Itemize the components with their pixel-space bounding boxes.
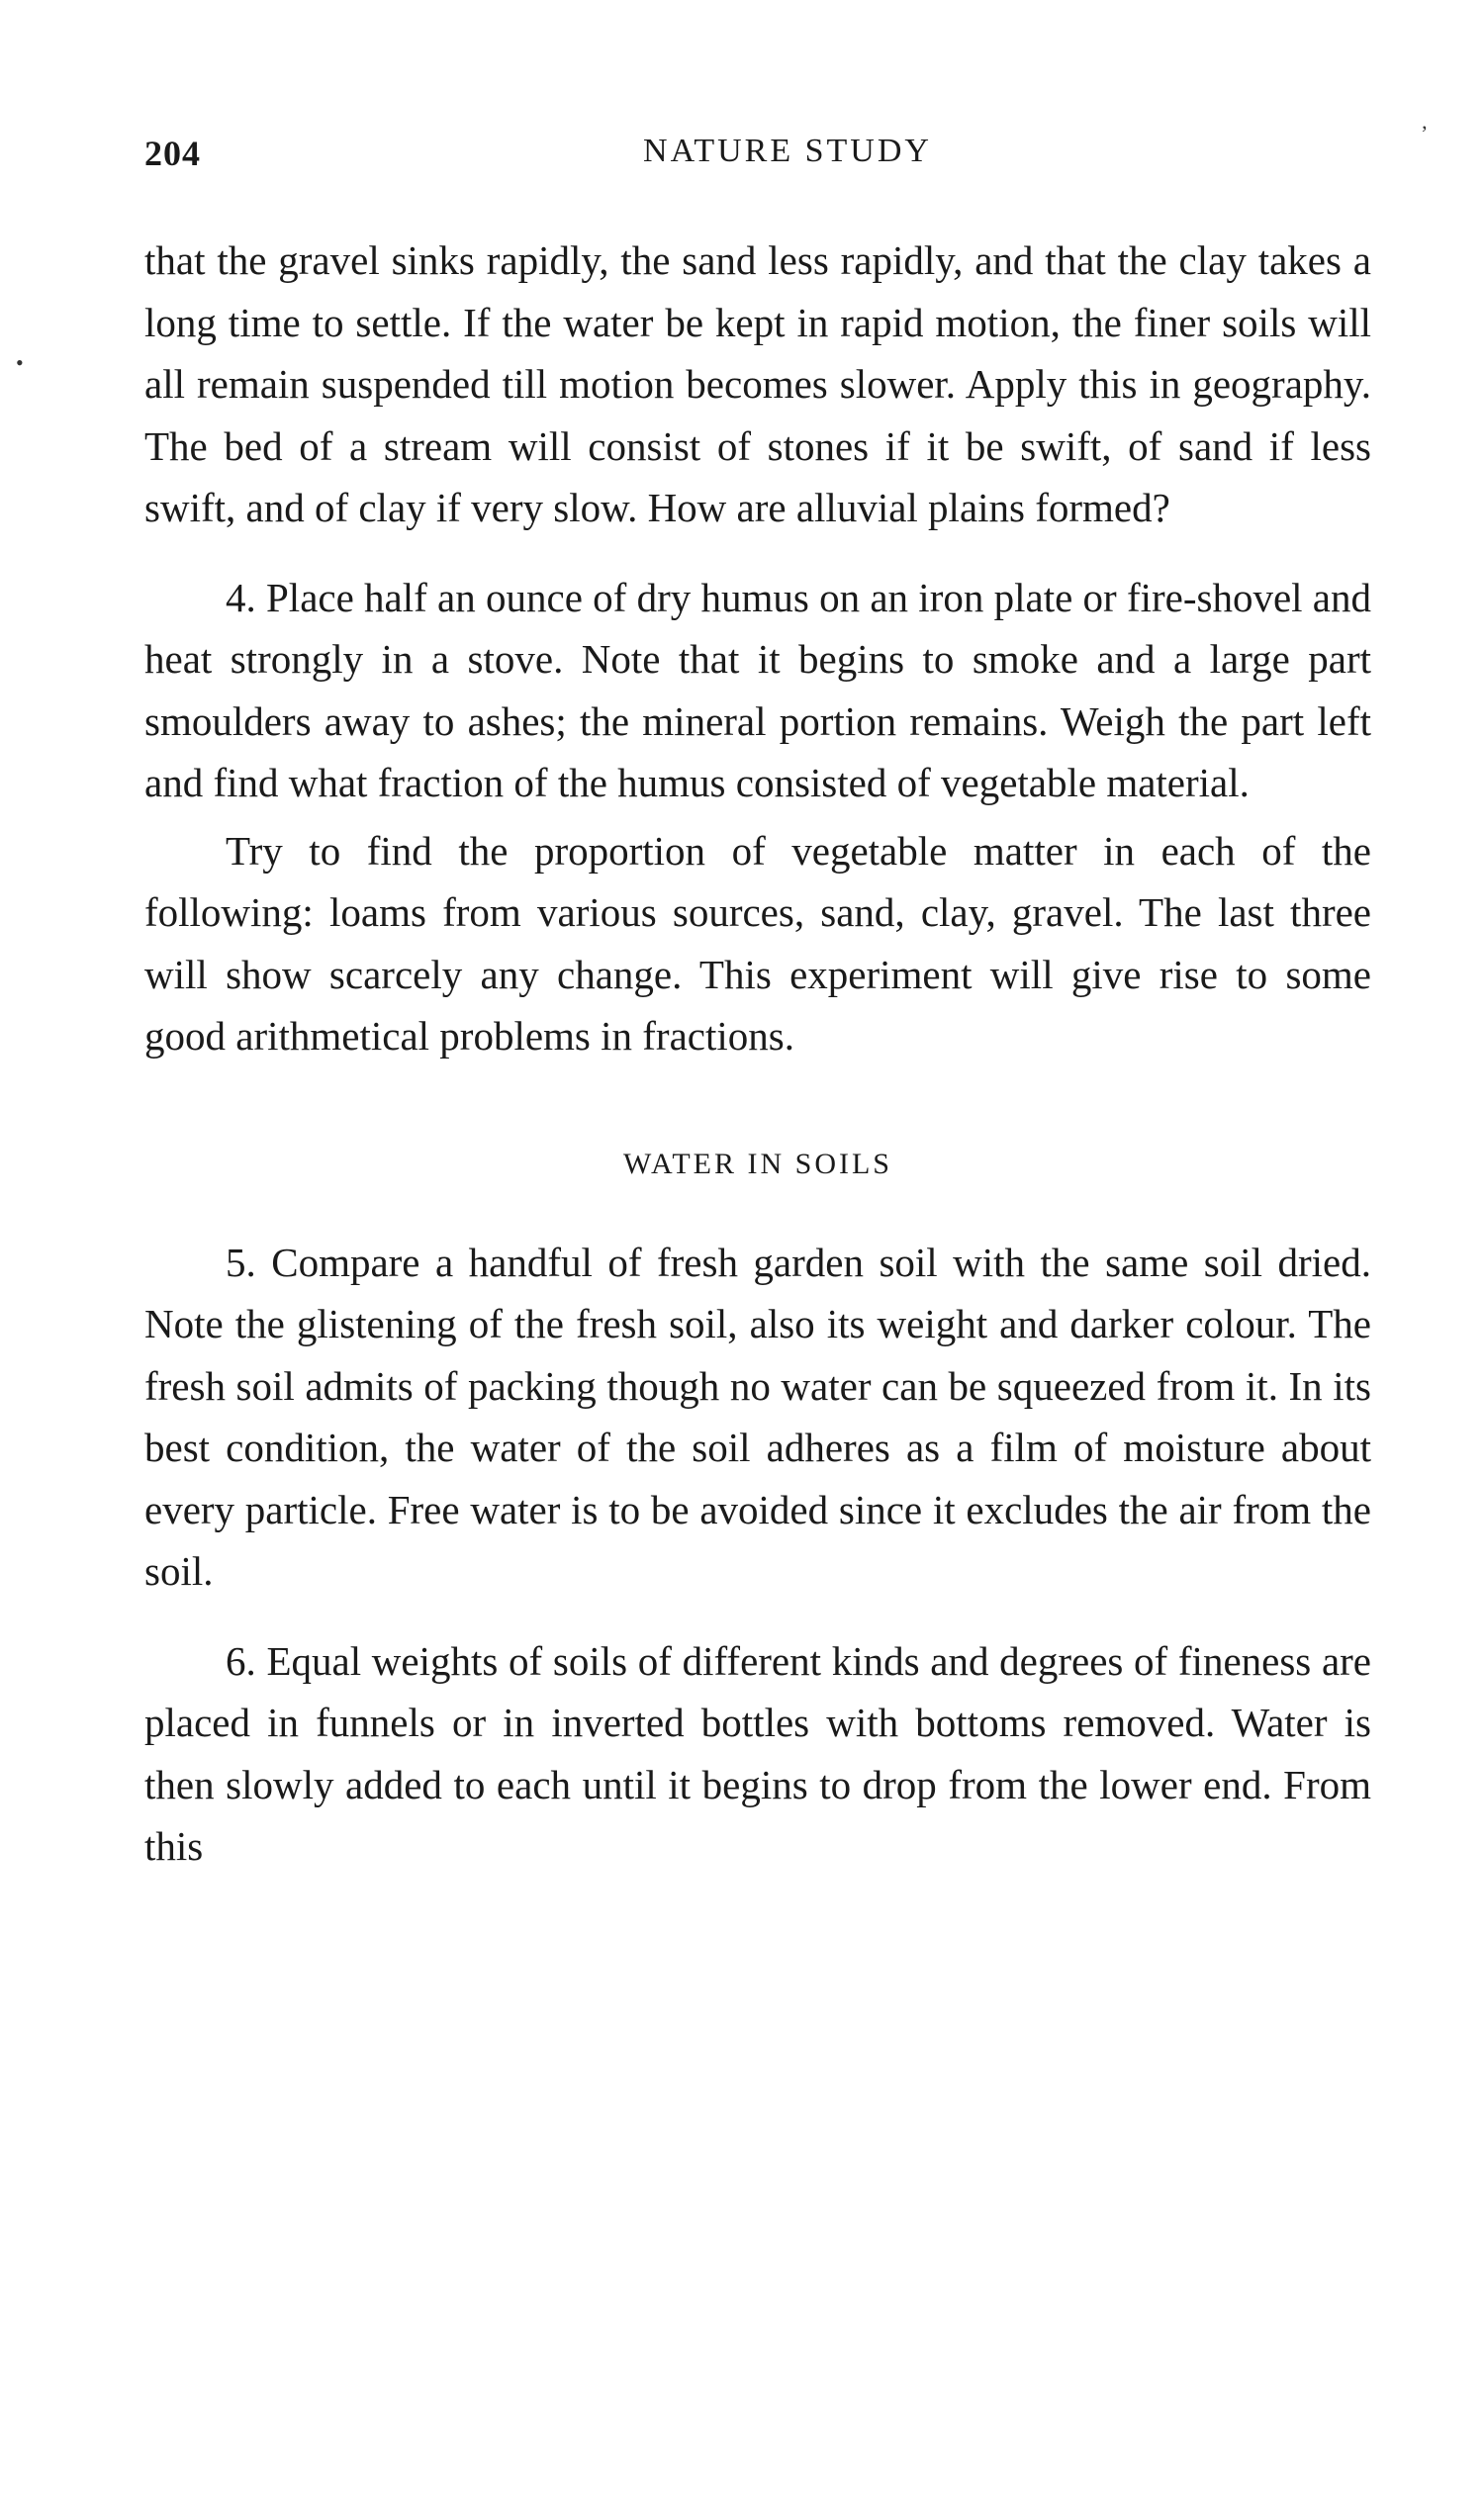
paragraph-experiment-6: 6. Equal weights of soils of different kinds and degrees of fineness are placed in funnels or in inverted bottles with bottoms removed. Water is then slowly added to each until it begins to drop from the lower end. From this [144,1637,1371,1869]
page-number: 204 [144,134,201,173]
paragraph-continued: that the gravel sinks rapidly, the sand less rapidly, and that the clay takes a long time to settle. If the water be kept in rapid motion, the finer soils will all remain suspended till motion becomes slower. Apply this in geography. The bed of a stream will consist of stones if it be swift, of sand if less swift, and of clay if very slow. How are alluvial plains formed? [144,237,1371,530]
stray-dot-mark: • [16,350,24,375]
paragraph-experiment-4: 4. Place half an ounce of dry humus on an iron plate or fire-shovel and heat strongly in a stove. Note that it begins to smoke and a large part smoulders away to ashes; the mineral portion remains. Weigh the part left and find what fraction of the humus consisted of vegetable material. [144,574,1371,805]
paragraph-proportion: Try to find the proportion of vegetable matter in each of the following: loams from various sources, sand, clay, gravel. The last three will show scarcely any change. This experiment will give rise to some good arithmetical problems in fractions. [144,827,1371,1059]
running-header [144,133,1371,182]
paragraph-experiment-5: 5. Compare a handful of fresh garden soil with the same soil dried. Note the glistening of the fresh soil, also its weight and darker colour. The fresh soil admits of packing though no water can be squeezed from it. In its best condition, the water of the soil adheres as a film of moisture about every particle. Free water is to be avoided since it excludes the air from the soil. [144,1239,1371,1594]
stray-tick-mark: ’ [1421,121,1429,145]
book-title: NATURE STUDY [643,133,932,169]
body-text [144,230,1371,1878]
section-heading: WATER IN SOILS [623,1147,892,1180]
